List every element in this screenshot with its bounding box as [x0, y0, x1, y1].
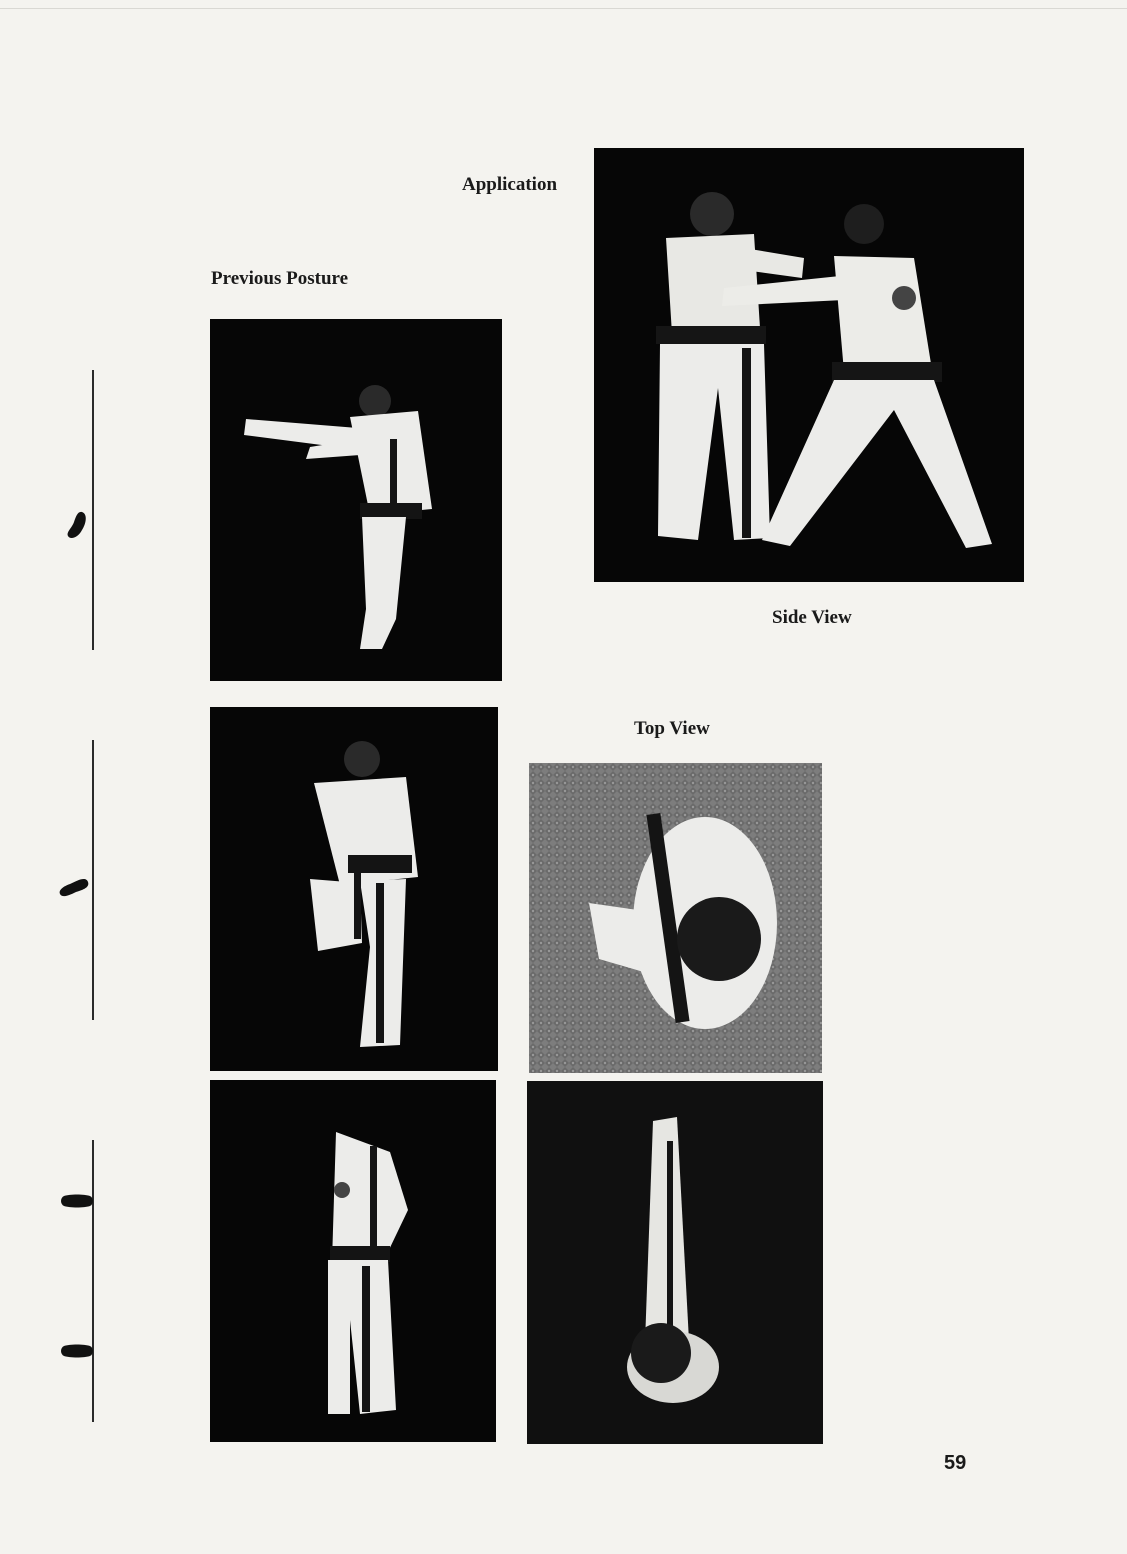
side-view-caption: Side View — [772, 607, 852, 628]
step-diagram-line-2 — [92, 740, 94, 1020]
page-top-edge — [0, 8, 1127, 9]
previous-posture-heading: Previous Posture — [211, 268, 349, 289]
footprint-icon — [60, 1192, 94, 1210]
footprint-icon — [62, 510, 90, 542]
standing-posture-photo — [210, 1080, 496, 1442]
top-view-photo-carpet — [529, 763, 822, 1073]
page-number: 59 — [944, 1452, 967, 1474]
application-heading: Application — [462, 174, 558, 195]
step-diagram-line-1 — [92, 370, 94, 650]
application-photo — [594, 148, 1024, 582]
previous-posture-photo — [210, 319, 502, 681]
top-view-photo-dark — [527, 1081, 823, 1444]
footprint-icon — [60, 1342, 94, 1360]
footprint-icon — [56, 876, 90, 900]
top-view-caption: Top View — [634, 718, 710, 739]
knee-raise-photo — [210, 707, 498, 1071]
step-diagram-line-3 — [92, 1140, 94, 1422]
